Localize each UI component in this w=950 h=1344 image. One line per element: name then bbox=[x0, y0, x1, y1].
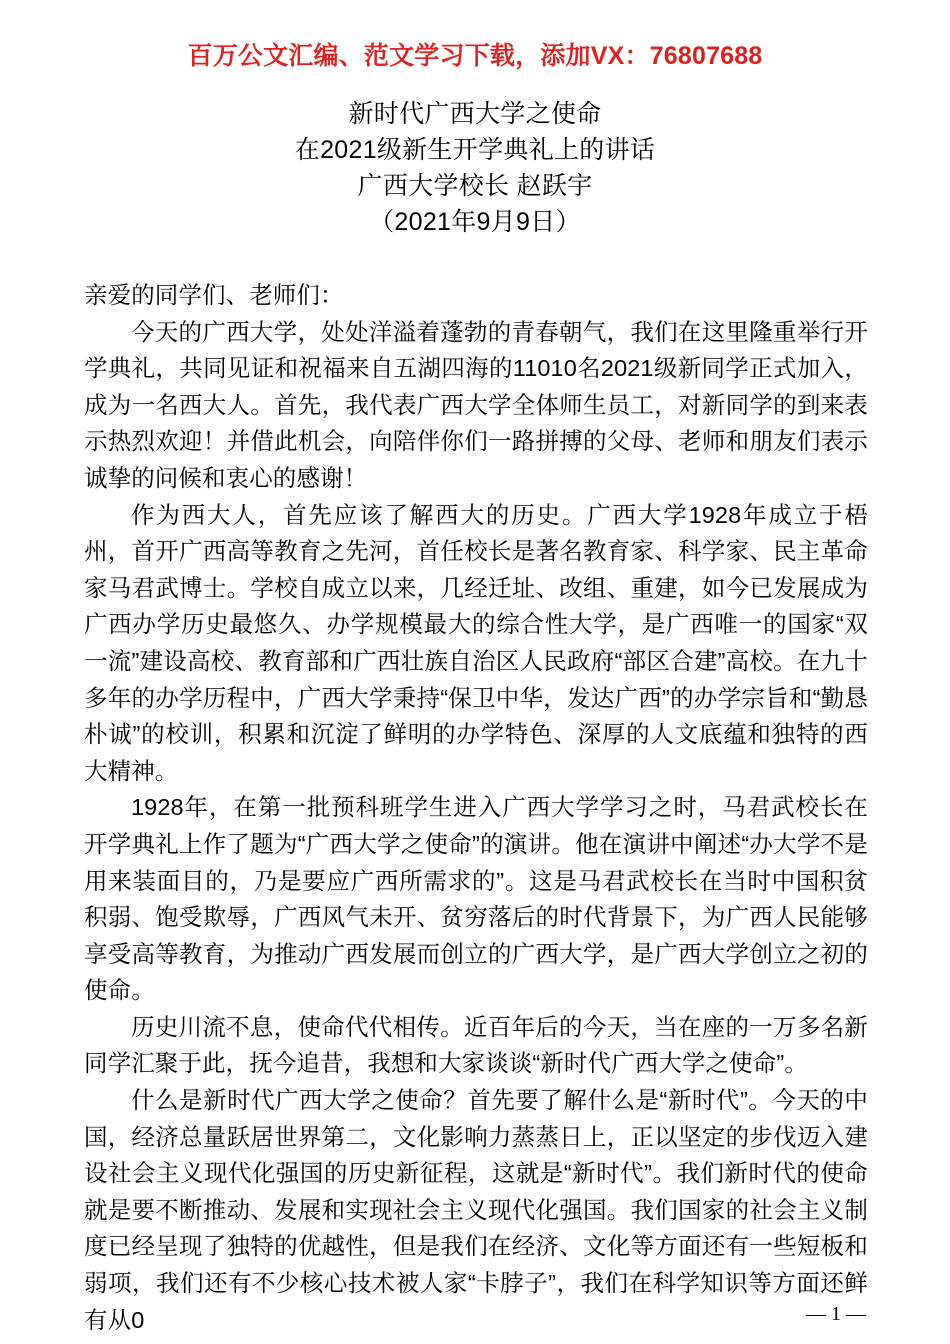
title-line-main: 新时代广西大学之使命 bbox=[348, 100, 602, 128]
title-line-speaker: 广西大学校长 赵跃宇 bbox=[357, 172, 593, 200]
document-body bbox=[84, 277, 868, 1338]
paragraph-salutation: 亲爱的同学们、老师们： bbox=[84, 282, 344, 308]
promo-banner: 百万公文汇编、范文学习下载，添加VX：76807688 bbox=[187, 42, 763, 70]
page-number-footer: — 1 — bbox=[806, 1303, 866, 1325]
paragraph-founding-mission: 1928年，在第一批预科班学生进入广西大学学习之时，马君武校长在开学典礼上作了题为“广西大学之使命”的演讲。他在演讲中阐述“办大学不是用来装面目的，乃是要应广西所需求的”。这是马君武校长在当时中国积贫积弱、饱受欺辱，广西风气未开、贫穷落后的时代背景下，为广西人民能够享受高等教育，为推动广西发展而创立的广西大学，是广西大学创立之初的使命。 bbox=[84, 794, 868, 1004]
paragraph-welcome: 今天的广西大学，处处洋溢着蓬勃的青春朝气，我们在这里隆重举行开学典礼，共同见证和祝福来自五湖四海的11010名2021级新同学正式加入，成为一名西大人。首先，我代表广西大学全体师生员工，对新同学的到来表示热烈欢迎！并借此机会，向陪伴你们一路拼搏的父母、老师和朋友们表示诚挚的问候和衷心的感谢！ bbox=[84, 318, 868, 491]
paragraph-history: 作为西大人，首先应该了解西大的历史。广西大学1928年成立于梧州，首开广西高等教育之先河，首任校长是著名教育家、科学家、民主革命家马君武博士。学校自成立以来，几经迁址、改组、重建，如今已发展成为广西办学历史最悠久、办学规模最大的综合性大学，是广西唯一的国家“双一流”建设高校、教育部和广西壮族自治区人民政府“部区合建”高校。在九十多年的办学历程中，广西大学秉持“保卫中华，发达广西”的办学宗旨和“勤恳朴诚”的校训，积累和沉淀了鲜明的办学特色、深厚的人文底蕴和独特的西大精神。 bbox=[84, 501, 868, 784]
title-line-date: （2021年9月9日） bbox=[369, 208, 581, 236]
document-title-block bbox=[0, 96, 950, 240]
paragraph-transition: 历史川流不息，使命代代相传。近百年后的今天，当在座的一万多名新同学汇聚于此，抚今追昔，我想和大家谈谈“新时代广西大学之使命”。 bbox=[84, 1013, 868, 1077]
paragraph-new-era: 什么是新时代广西大学之使命？首先要了解什么是“新时代”。今天的中国，经济总量跃居世界第二，文化影响力蒸蒸日上，正以坚定的步伐迈入建设社会主义现代化强国的历史新征程，这就是“新时代”。我们新时代的使命就是要不断推动、发展和实现社会主义现代化强国。我们国家的社会主义制度已经呈现了独特的优越性，但是我们在经济、文化等方面还有一些短板和弱项，我们还有不少核心技术被人家“卡脖子”，我们在科学知识等方面还鲜有从0 bbox=[84, 1087, 868, 1333]
title-line-occasion: 在2021级新生开学典礼上的讲话 bbox=[294, 136, 656, 164]
